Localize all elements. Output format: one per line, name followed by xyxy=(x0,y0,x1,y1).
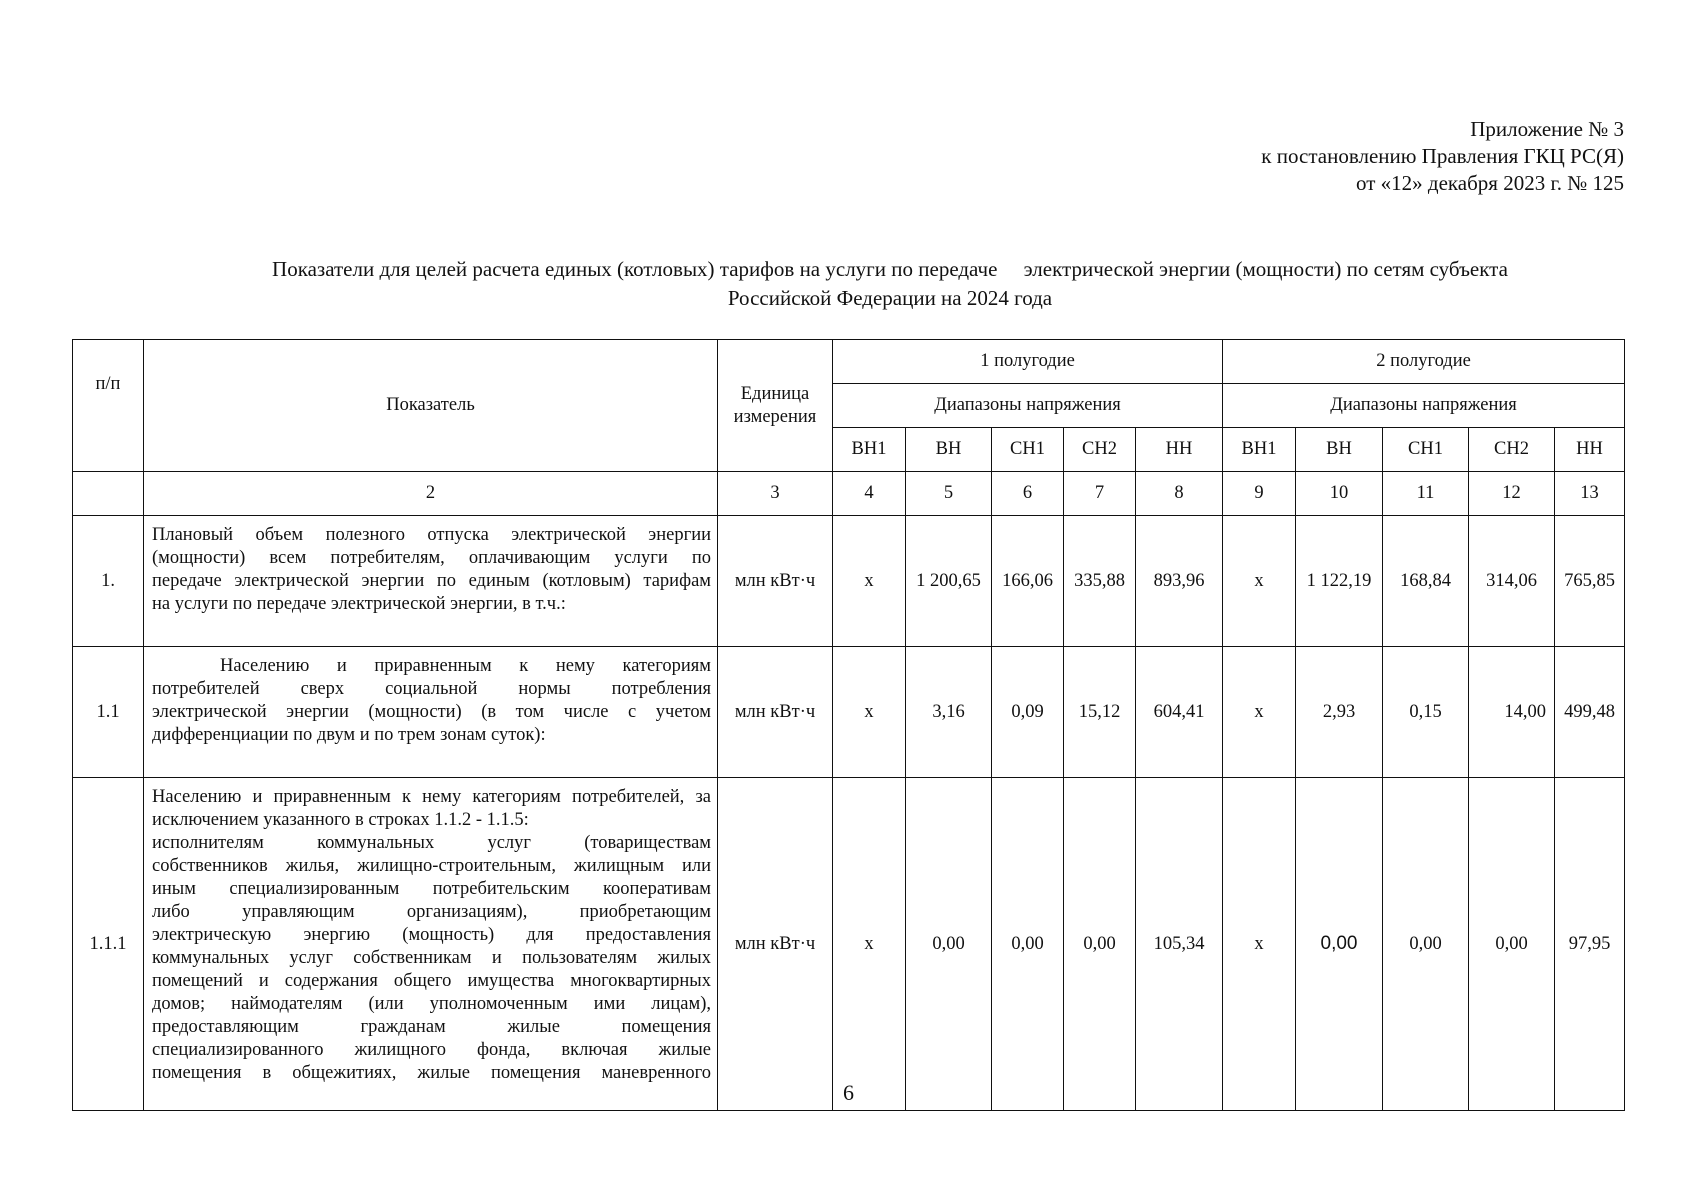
title-line-1: Показатели для целей расчета единых (котловых) тарифов на услуги по передаче электрической энергии (мощности) по сетям субъекта xyxy=(272,257,1508,281)
value-cell: 97,95 xyxy=(1555,778,1625,1111)
value-cell: 1 200,65 xyxy=(906,516,992,647)
column-number: 13 xyxy=(1555,472,1625,516)
row-text-line: дифференциации по двум и по трем зонам суток): xyxy=(152,725,546,745)
column-number: 10 xyxy=(1296,472,1383,516)
value-cell: 168,84 xyxy=(1383,516,1469,647)
document-title xyxy=(160,255,1620,313)
header-half-2-label: 2 полугодие xyxy=(1376,351,1471,371)
value-cell: x xyxy=(1223,516,1296,647)
value-cell: x xyxy=(833,516,906,647)
value-cell: 893,96 xyxy=(1136,516,1223,647)
row-text-line: Плановый объем полезного отпуска электрической энергии xyxy=(152,525,711,545)
header-voltage: НН xyxy=(1555,428,1625,472)
value-cell: 0,00 xyxy=(992,778,1064,1111)
header-indicator xyxy=(144,340,718,472)
header-voltage: НН xyxy=(1136,428,1223,472)
header-voltage: СН1 xyxy=(1383,428,1469,472)
header-ranges-2: Диапазоны напряжения xyxy=(1223,384,1625,428)
value-cell: 1 122,19 xyxy=(1296,516,1383,647)
row-text-line: Населению и приравненным к нему категориям xyxy=(220,656,711,676)
header-voltage: СН1 xyxy=(992,428,1064,472)
value-cell: 0,15 xyxy=(1383,647,1469,778)
header-voltage: ВН1 xyxy=(1223,428,1296,472)
header-unit-line-2: измерения xyxy=(733,406,817,427)
value-cell: 0,00 xyxy=(1296,778,1383,1111)
value-cell: 0,00 xyxy=(1064,778,1136,1111)
value-cell: x xyxy=(1223,647,1296,778)
row-description xyxy=(144,516,718,647)
value-cell: 2,93 xyxy=(1296,647,1383,778)
row-text-line: исполнителям коммунальных услуг (товариществам xyxy=(152,833,711,853)
row-text-line: иным специализированным потребительским кооперативам xyxy=(152,879,711,899)
header-unit-line-1: Единица xyxy=(740,383,810,404)
value-cell: 604,41 xyxy=(1136,647,1223,778)
value-cell: 0,09 xyxy=(992,647,1064,778)
column-number: 11 xyxy=(1383,472,1469,516)
table-row xyxy=(73,778,1625,1111)
appendix-line-2: к постановлению Правления ГКЦ РС(Я) xyxy=(1261,144,1624,168)
column-number: 2 xyxy=(144,472,718,516)
value-cell: x xyxy=(833,647,906,778)
column-number: 6 xyxy=(992,472,1064,516)
row-unit: млн кВт·ч xyxy=(718,516,833,647)
value-cell: 765,85 xyxy=(1555,516,1625,647)
row-text-line: домов; наймодателям (или уполномоченным ими лицам), xyxy=(152,994,711,1014)
value-cell: x xyxy=(1223,778,1296,1111)
row-text-line: предоставляющим гражданам жилые помещения xyxy=(152,1017,711,1037)
column-number: 7 xyxy=(1064,472,1136,516)
value-cell: 0,00 xyxy=(906,778,992,1111)
value-cell: 105,34 xyxy=(1136,778,1223,1111)
column-number: 4 xyxy=(833,472,906,516)
value-cell: x xyxy=(833,778,906,1111)
row-text-line: электрической энергии (мощности) (в том числе с учетом xyxy=(152,702,711,722)
appendix-reference xyxy=(1261,116,1624,197)
row-text-line: коммунальных услуг собственникам и пользователям жилых xyxy=(152,948,711,968)
row-unit: млн кВт·ч xyxy=(718,778,833,1111)
row-description xyxy=(144,778,718,1111)
value-cell: 14,00 xyxy=(1469,647,1555,778)
column-number: 12 xyxy=(1469,472,1555,516)
header-half-2 xyxy=(1223,340,1625,384)
value-cell: 499,48 xyxy=(1555,647,1625,778)
column-number: 5 xyxy=(906,472,992,516)
header-num xyxy=(73,340,144,472)
row-unit: млн кВт·ч xyxy=(718,647,833,778)
header-ranges-1: Диапазоны напряжения xyxy=(833,384,1223,428)
header-unit xyxy=(718,340,833,472)
row-number: 1. xyxy=(73,516,144,647)
value-cell: 0,00 xyxy=(1383,778,1469,1111)
appendix-line-3: от «12» декабря 2023 г. № 125 xyxy=(1356,171,1624,195)
value-cell: 314,06 xyxy=(1469,516,1555,647)
row-text-line: помещений и содержания общего имущества многоквартирных xyxy=(152,971,711,991)
tariff-table xyxy=(72,339,1625,1111)
header-voltage: ВН xyxy=(1296,428,1383,472)
value-cell: 0,00 xyxy=(1469,778,1555,1111)
value-cell: 3,16 xyxy=(906,647,992,778)
title-line-2: Российской Федерации на 2024 года xyxy=(727,286,1053,310)
table-row xyxy=(73,516,1625,647)
header-half-1-label: 1 полугодие xyxy=(980,351,1075,371)
row-text-line: специализированного жилищного фонда, включая жилые xyxy=(152,1040,711,1060)
row-text-line: либо управляющим организациям), приобретающим xyxy=(152,902,711,922)
row-text-line: (мощности) всем потребителям, оплачивающим услуги по xyxy=(152,548,711,568)
header-voltage: СН2 xyxy=(1469,428,1555,472)
header-voltage: СН2 xyxy=(1064,428,1136,472)
header-num-label: п/п xyxy=(95,374,121,394)
row-text-line: передаче электрической энергии по единым (котловым) тарифам xyxy=(152,571,711,591)
row-text-line: Населению и приравненным к нему категориям потребителей, за xyxy=(152,787,711,807)
row-text-line: потребителей сверх социальной нормы потребления xyxy=(152,679,711,699)
column-number xyxy=(73,472,144,516)
page-number: 6 xyxy=(843,1080,854,1105)
row-number: 1.1.1 xyxy=(73,778,144,1111)
row-text-line: электрическую энергию (мощность) для предоставления xyxy=(152,925,711,945)
value-cell: 15,12 xyxy=(1064,647,1136,778)
column-number: 9 xyxy=(1223,472,1296,516)
row-text-line: помещения в общежитиях, жилые помещения маневренного xyxy=(152,1063,711,1083)
header-half-1 xyxy=(833,340,1223,384)
column-number-row xyxy=(73,472,1625,516)
row-description xyxy=(144,647,718,778)
value-cell: 166,06 xyxy=(992,516,1064,647)
column-number: 3 xyxy=(718,472,833,516)
header-indicator-label: Показатель xyxy=(386,395,475,415)
appendix-line-1: Приложение № 3 xyxy=(1470,117,1624,141)
table-row xyxy=(73,647,1625,778)
column-number: 8 xyxy=(1136,472,1223,516)
header-voltage: ВН xyxy=(906,428,992,472)
header-voltage: ВН1 xyxy=(833,428,906,472)
row-number: 1.1 xyxy=(73,647,144,778)
row-text-line: собственников жилья, жилищно-строительным, жилищным или xyxy=(152,856,711,876)
row-text-line: исключением указанного в строках 1.1.2 - 1.1.5: xyxy=(152,810,529,830)
value-cell: 335,88 xyxy=(1064,516,1136,647)
row-text-line: на услуги по передаче электрической энергии, в т.ч.: xyxy=(152,594,566,614)
